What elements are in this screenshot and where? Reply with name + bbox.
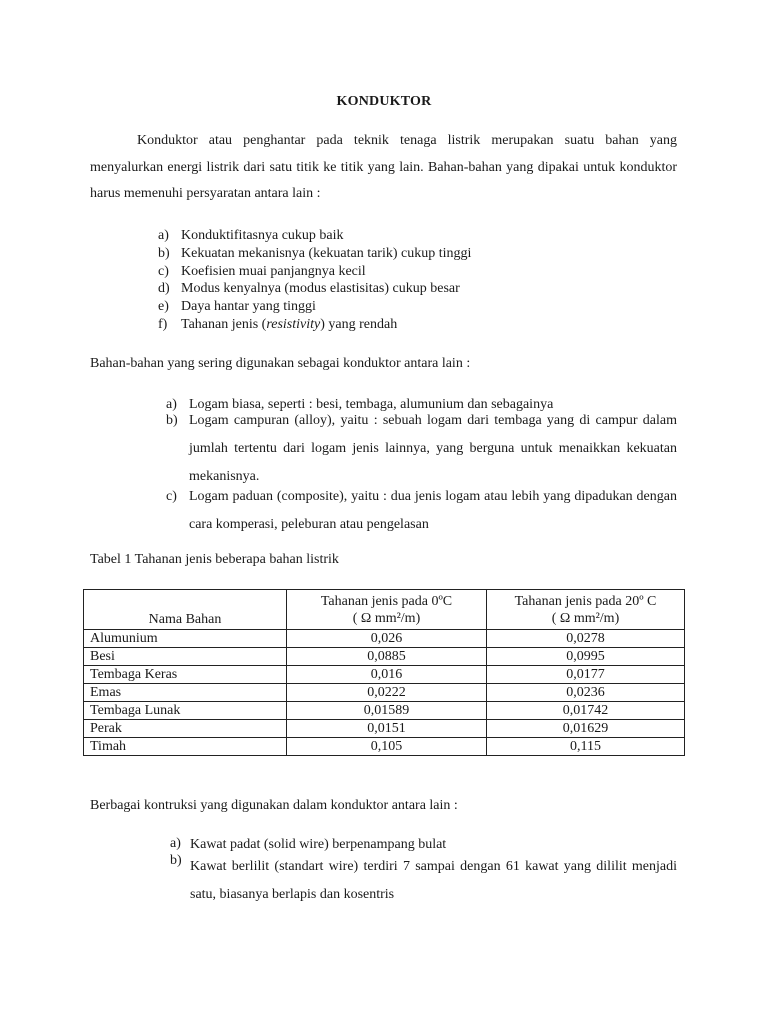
resistivity-20c: 0,0995 (487, 648, 685, 666)
list-item (170, 836, 677, 853)
list-item (166, 483, 677, 539)
list-item (170, 853, 677, 909)
table-row (84, 630, 685, 648)
material-name: Tembaga Lunak (84, 702, 287, 720)
material-name: Tembaga Keras (84, 666, 287, 684)
header-unit: ( Ω mm²/m) (551, 610, 620, 626)
material-name: Besi (84, 648, 287, 666)
material-name: Timah (84, 738, 287, 756)
resistivity-0c: 0,01589 (287, 702, 487, 720)
constructions-list (170, 836, 677, 909)
intro-paragraph: Konduktor atau penghantar pada teknik tenaga listrik merupakan suatu bahan yang menyalurkan energi listrik dari satu titik ke titik yang lain. Bahan-bahan yang dipakai untuk konduktor harus memenuhi persyaratan antara lain : (90, 133, 677, 201)
resistivity-0c: 0,0222 (287, 684, 487, 702)
list-item (158, 227, 658, 245)
material-name: Emas (84, 684, 287, 702)
material-name: Perak (84, 720, 287, 738)
list-marker: a) (158, 228, 169, 243)
resistivity-table (83, 589, 685, 756)
list-marker: a) (166, 397, 177, 412)
resistivity-20c: 0,115 (487, 738, 685, 756)
list-marker: b) (166, 413, 178, 428)
requirements-list (158, 227, 658, 334)
list-item-text: Daya hantar yang tinggi (181, 299, 316, 315)
table-row (84, 648, 685, 666)
materials-list (166, 396, 677, 539)
list-item-text: Konduktifitasnya cukup baik (181, 228, 344, 243)
text-segment: Tahanan jenis ( (181, 316, 267, 332)
list-marker: f) (158, 316, 168, 332)
list-item-text: Kekuatan mekanisnya (kekuatan tarik) cukup tinggi (181, 245, 472, 261)
list-item-text: Logam campuran (alloy), yaitu : sebuah logam dari tembaga yang di campur dalam jumlah tertentu dari logam jenis lainnya, yang berguna untuk menaikkan kekuatan mekanisnya. (189, 413, 677, 484)
list-item-text: Koefisien muai panjangnya kecil (181, 263, 366, 279)
materials-intro: Bahan-bahan yang sering digunakan sebagai konduktor antara lain : (90, 356, 471, 371)
resistivity-20c: 0,0278 (487, 630, 685, 648)
list-item-text: Modus kenyalnya (modus elastisitas) cukup besar (181, 281, 460, 297)
table-caption: Tabel 1 Tahanan jenis beberapa bahan listrik (90, 552, 339, 567)
list-marker: b) (170, 853, 182, 868)
construction-intro: Berbagai kontruksi yang digunakan dalam konduktor antara lain : (90, 798, 458, 813)
table-header-row (84, 590, 685, 630)
list-item-text: Logam paduan (composite), yaitu : dua jenis logam atau lebih yang dipadukan dengan cara komperasi, peleburan atau pengelasan (189, 489, 677, 532)
resistivity-20c: 0,0177 (487, 666, 685, 684)
resistivity-20c: 0,01742 (487, 702, 685, 720)
list-marker: b) (158, 245, 170, 261)
list-item-text: Kawat berlilit (standart wire) terdiri 7 sampai dengan 61 kawat yang dililit menjadi satu, biasanya berlapis dan kosentris (190, 859, 677, 902)
list-item-text (158, 316, 658, 334)
list-marker: c) (158, 263, 169, 279)
resistivity-0c: 0,026 (287, 630, 487, 648)
header-resistivity-0c (287, 590, 487, 630)
header-line: Tahanan jenis pada 0ºC (320, 593, 453, 609)
header-unit: ( Ω mm²/m) (352, 610, 421, 626)
italic-term: resistivity (266, 316, 321, 332)
list-marker: c) (166, 489, 177, 504)
header-material-name: Nama Bahan (84, 590, 287, 630)
list-item-text: Logam biasa, seperti : besi, tembaga, alumunium dan sebagainya (189, 397, 554, 412)
list-marker: d) (158, 281, 170, 297)
resistivity-0c: 0,0885 (287, 648, 487, 666)
resistivity-0c: 0,105 (287, 738, 487, 756)
list-item (158, 316, 658, 334)
resistivity-20c: 0,0236 (487, 684, 685, 702)
table-row (84, 684, 685, 702)
list-marker: a) (170, 836, 181, 851)
list-item-text: Kawat padat (solid wire) berpenampang bulat (190, 837, 447, 852)
list-marker: e) (158, 299, 169, 315)
resistivity-20c: 0,01629 (487, 720, 685, 738)
material-name: Alumunium (84, 630, 287, 648)
document-title: KONDUKTOR (336, 94, 432, 109)
header-line: Tahanan jenis pada 20º C (514, 593, 657, 609)
list-item (166, 407, 677, 491)
table-row (84, 720, 685, 738)
list-item (158, 245, 658, 263)
header-resistivity-20c (487, 590, 685, 630)
text-segment: ) yang rendah (320, 316, 398, 332)
list-item (158, 298, 658, 316)
resistivity-0c: 0,0151 (287, 720, 487, 738)
list-item (158, 263, 658, 281)
resistivity-0c: 0,016 (287, 666, 487, 684)
list-item (158, 280, 658, 298)
table-row (84, 738, 685, 756)
table-row (84, 666, 685, 684)
table-row (84, 702, 685, 720)
